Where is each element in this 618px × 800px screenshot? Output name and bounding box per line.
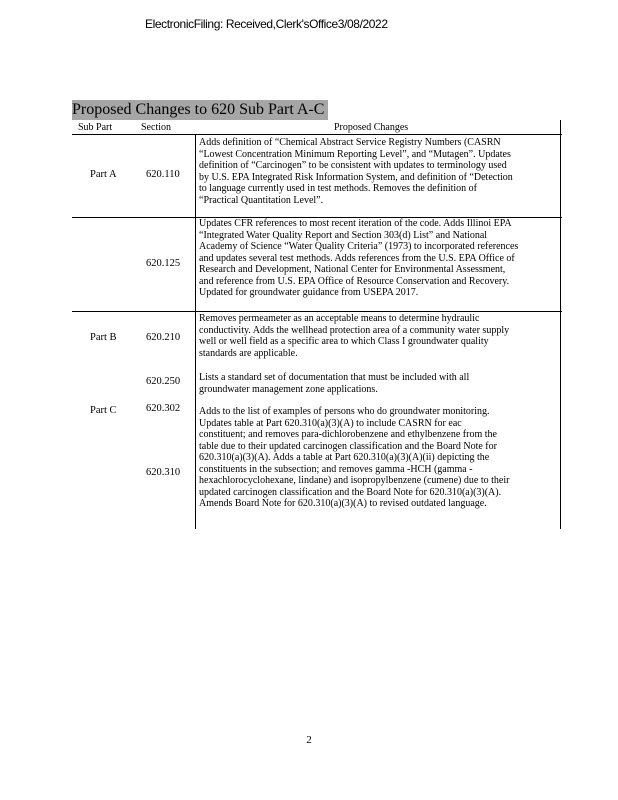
text-line: Removes permeameter as an acceptable means to determine hydraulic (199, 313, 480, 324)
text-line: conductivity. Adds the wellhead protection area of a community water supply (199, 324, 510, 336)
text-line: “Lowest Concentration Minimum Reporting Level”, and “Mutagen”. Updates (199, 148, 511, 160)
changes-620-110 (199, 137, 571, 206)
text-line: definition of “Carcinogen” to be consistent with updates to terminology used (199, 160, 507, 171)
text-line: and reference from U.S. EPA Office of Resource Conservation and Recovery. (199, 275, 510, 287)
text-line: Research and Development, National Center for Environmental Assessment, (199, 264, 506, 275)
changes-620-250 (199, 372, 571, 395)
page-number: 2 (306, 734, 312, 746)
text-line: constituent; and removes para-dichlorobenzene and ethylbenzene from the (199, 429, 497, 440)
section-620-250: 620.250 (146, 376, 181, 387)
page-title: Proposed Changes to 620 Sub Part A-C (72, 100, 328, 120)
text-line: updated carcinogen classification and the Board Note for 620.310(a)(3)(A). (199, 486, 502, 498)
text-line: Adds to the list of examples of persons who do groundwater monitoring. (199, 406, 490, 417)
text-line: Amends Board Note for 620.310(a)(3)(A) to revised outdated language. (199, 498, 487, 509)
column-header-changes: Proposed Changes (334, 122, 409, 133)
text-line: groundwater management zone applications. (199, 383, 378, 395)
section-620-110: 620.110 (146, 169, 180, 180)
header-divider (72, 134, 562, 135)
changes-620-210 (199, 313, 571, 359)
text-line: Adds definition of “Chemical Abstract Service Registry Numbers (CASRN (199, 137, 501, 148)
text-line: and updates several test methods. Adds references from the U.S. EPA Office of (199, 252, 515, 264)
text-line: Updates CFR references to most recent iteration of the code. Adds Illinoi EPA (199, 218, 512, 229)
subpart-c: Part C (90, 405, 117, 416)
text-line: “Practical Quantitation Level”. (199, 194, 324, 206)
column-header-subpart: Sub Part (78, 122, 113, 133)
text-line: Academy of Science “Water Quality Criteria” (1973) to incorporated references (199, 241, 519, 252)
text-line: hexachlorocyclohexane, lindane) and isopropylbenzene (cumene) due to their (199, 475, 510, 486)
changes-620-310 (199, 406, 571, 510)
text-line: to language currently used in test methods. Removes the definition of (199, 183, 477, 194)
row-divider (72, 311, 562, 312)
subpart-a: Part A (90, 169, 117, 180)
text-line: well or well field as a specific area to which Class I groundwater quality (199, 336, 489, 347)
column-header-section: Section (141, 122, 171, 133)
text-line: 620.310(a)(3)(A). Adds a table at Part 620.310(a)(3)(A)(ii) depicting the (199, 452, 490, 463)
text-line: table due to their updated carcinogen classification and the Board Note for (199, 440, 497, 452)
text-line: standards are applicable. (199, 347, 298, 359)
filing-stamp: ElectronicFiling: Received,Clerk'sOffice3/08/2022 (145, 17, 388, 31)
section-620-125: 620.125 (146, 258, 181, 269)
section-620-302: 620.302 (146, 403, 181, 414)
column-divider (195, 134, 196, 529)
section-620-310: 620.310 (146, 467, 181, 478)
text-line: “Integrated Water Quality Report and Section 303(d) List” and National (199, 229, 488, 241)
changes-620-125 (199, 218, 571, 299)
text-line: constituents in the subsection; and removes gamma -HCH (gamma - (199, 463, 473, 475)
text-line: Lists a standard set of documentation that must be included with all (199, 372, 470, 383)
text-line: by U.S. EPA Integrated Risk Information System, and definition of “Detection (199, 171, 513, 183)
section-620-210: 620.210 (146, 332, 181, 343)
text-line: Updated for groundwater guidance from USEPA 2017. (199, 287, 419, 298)
subpart-b: Part B (90, 332, 117, 343)
text-line: Updates table at Part 620.310(a)(3)(A) to include CASRN for eac (199, 417, 462, 429)
